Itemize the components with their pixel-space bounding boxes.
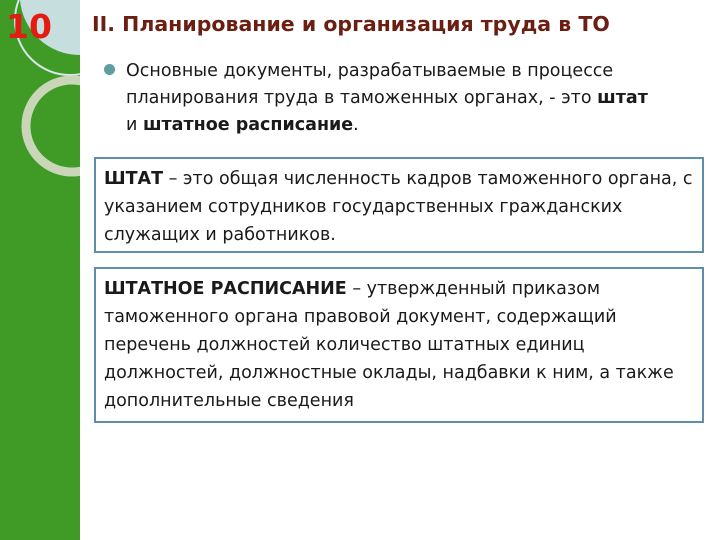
definition-text bbox=[104, 275, 694, 415]
definition-body: – это общая численность кадров таможенного органа, с указанием сотрудников государственных гражданских служащих и работников. bbox=[104, 169, 693, 245]
slide-number: 10 bbox=[6, 7, 52, 46]
bullet-icon bbox=[104, 64, 115, 75]
definition-body: – утвержденный приказом таможенного органа правовой документ, содержащий перечень должностей количество штатных единиц должностей, должностные оклады, надбавки к ним, а также дополнительные сведения bbox=[104, 279, 674, 411]
bullet-lead: Основные документы, разрабатываемые в процессе планирования труда в таможенных органах, - это bbox=[126, 61, 614, 108]
bullet-text bbox=[126, 58, 664, 139]
definition-term: ШТАТНОЕ РАСПИСАНИЕ bbox=[104, 279, 347, 299]
bullet-connector: и bbox=[126, 115, 143, 135]
definition-text bbox=[104, 165, 694, 249]
bullet-paragraph bbox=[104, 58, 664, 139]
slide-title: II. Планирование и организация труда в ТО bbox=[92, 12, 610, 36]
term-shtat: штат bbox=[597, 88, 648, 108]
definition-box-raspisanie bbox=[94, 267, 704, 423]
bullet-end: . bbox=[353, 115, 359, 135]
definition-term: ШТАТ bbox=[104, 169, 164, 189]
decorative-circles bbox=[0, 0, 80, 540]
left-sidebar bbox=[0, 0, 80, 540]
definition-box-shtat bbox=[94, 157, 704, 253]
term-shtatnoe-raspisanie: штатное расписание bbox=[142, 115, 354, 135]
thick-ring bbox=[26, 80, 80, 172]
